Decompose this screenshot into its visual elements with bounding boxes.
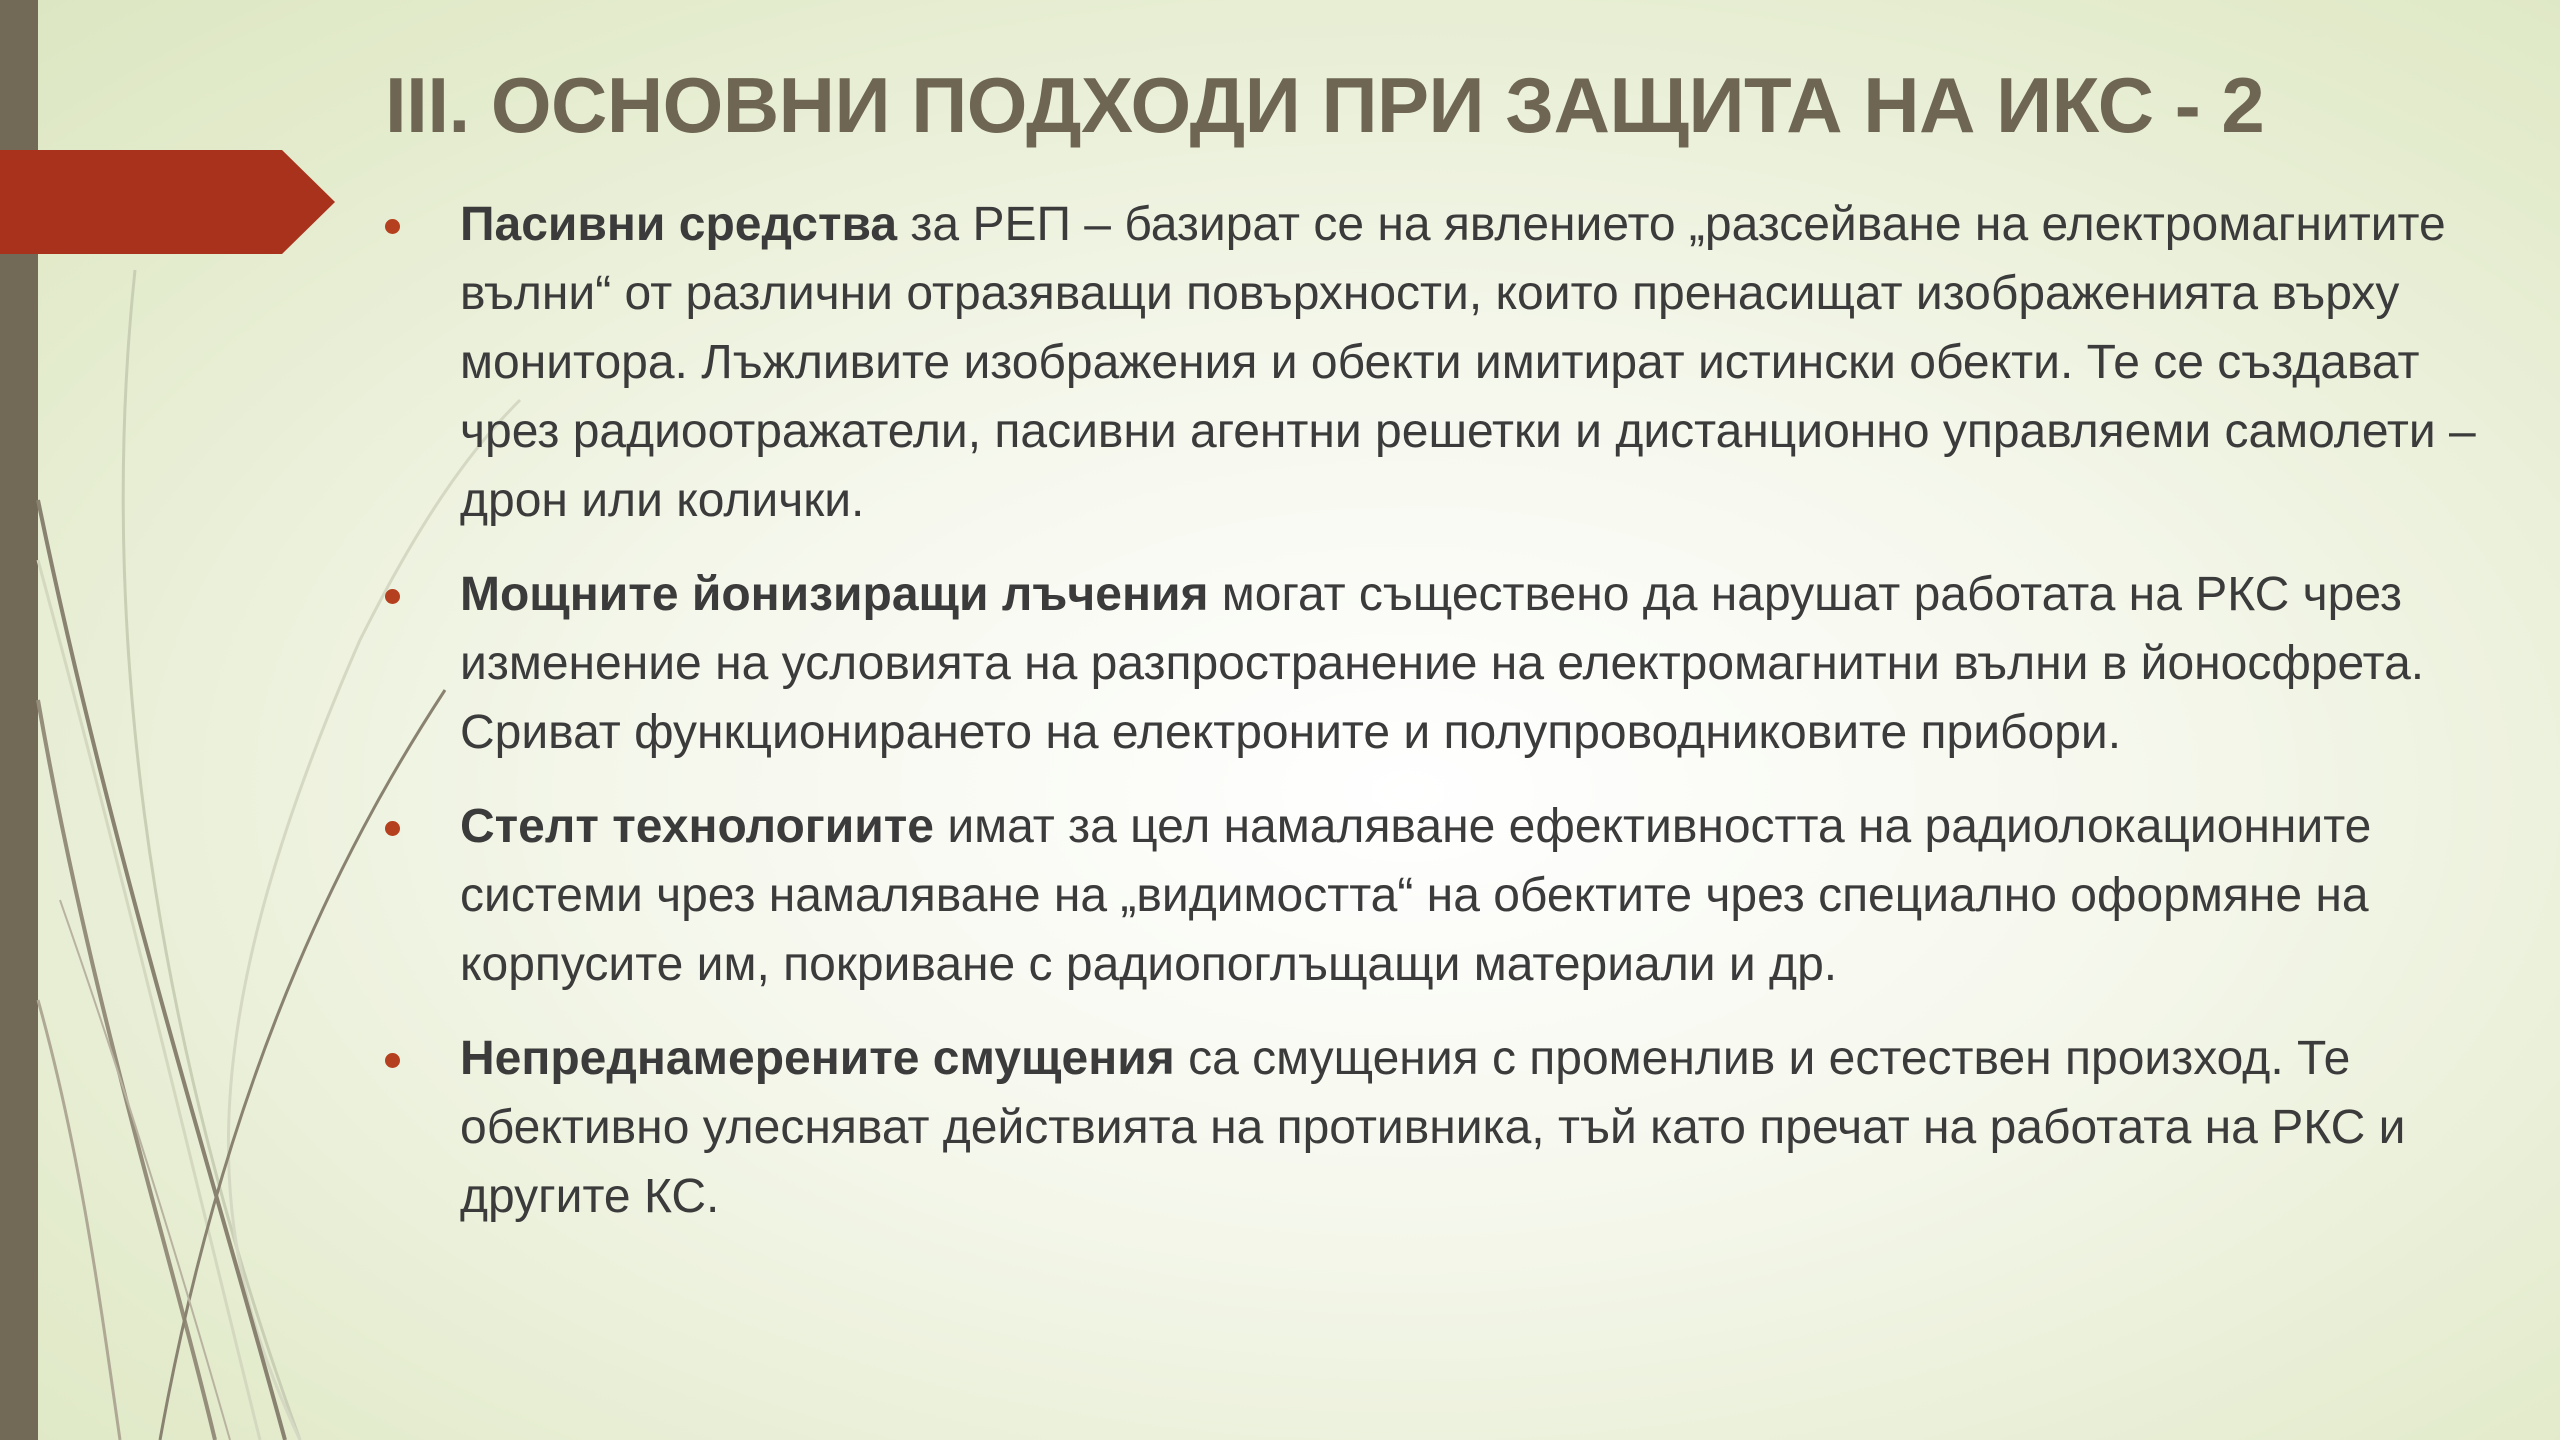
bullet-item-ionizing-radiation xyxy=(385,560,2495,767)
slide-title: III. ОСНОВНИ ПОДХОДИ ПРИ ЗАЩИТА НА ИКС - 2 xyxy=(385,61,2265,149)
bullet-list xyxy=(385,190,2495,1256)
bullet-text: могат съществено да нарушат работата на РКС чрез изменение на условията на разпространение на електромагнитни вълни в йоносфрета. Сриват функционирането на електроните и полупроводниковите прибори. xyxy=(460,568,2425,759)
bullet-dot-icon xyxy=(385,821,400,836)
left-accent-bar xyxy=(0,0,38,1440)
bullet-dot-icon xyxy=(385,1053,400,1068)
bullet-term: Пасивни средства xyxy=(460,198,898,251)
bullet-text: за РЕП – базират се на явлението „разсейване на електромагнитите вълни“ от различни отразяващи повърхности, които пренасищат изображенията върху монитора. Лъжливите изображения и обекти имитират истински обекти. Те се създават чрез радиоотражатели, пасивни агентни решетки и дистанционно управляеми самолети – дрон или колички. xyxy=(460,198,2476,527)
bullet-text: са смущения с променлив и естествен произход. Те обективно улесняват действията на противника, тъй като пречат на работата на РКС и другите КС. xyxy=(460,1032,2406,1223)
bullet-term: Стелт технологиите xyxy=(460,800,934,853)
bullet-item-passive-means xyxy=(385,190,2495,535)
bullet-item-stealth-technologies xyxy=(385,792,2495,999)
bullet-dot-icon xyxy=(385,589,400,604)
bullet-dot-icon xyxy=(385,219,400,234)
bullet-text: имат за цел намаляване ефективността на радиолокационните системи чрез намаляване на „видимостта“ на обектите чрез специално оформяне на корпусите им, покриване с радиопоглъщащи материали и др. xyxy=(460,800,2372,991)
bullet-term: Мощните йонизиращи лъчения xyxy=(460,568,1209,621)
bullet-term: Непреднамерените смущения xyxy=(460,1032,1175,1085)
bullet-item-unintentional-interference xyxy=(385,1024,2495,1231)
